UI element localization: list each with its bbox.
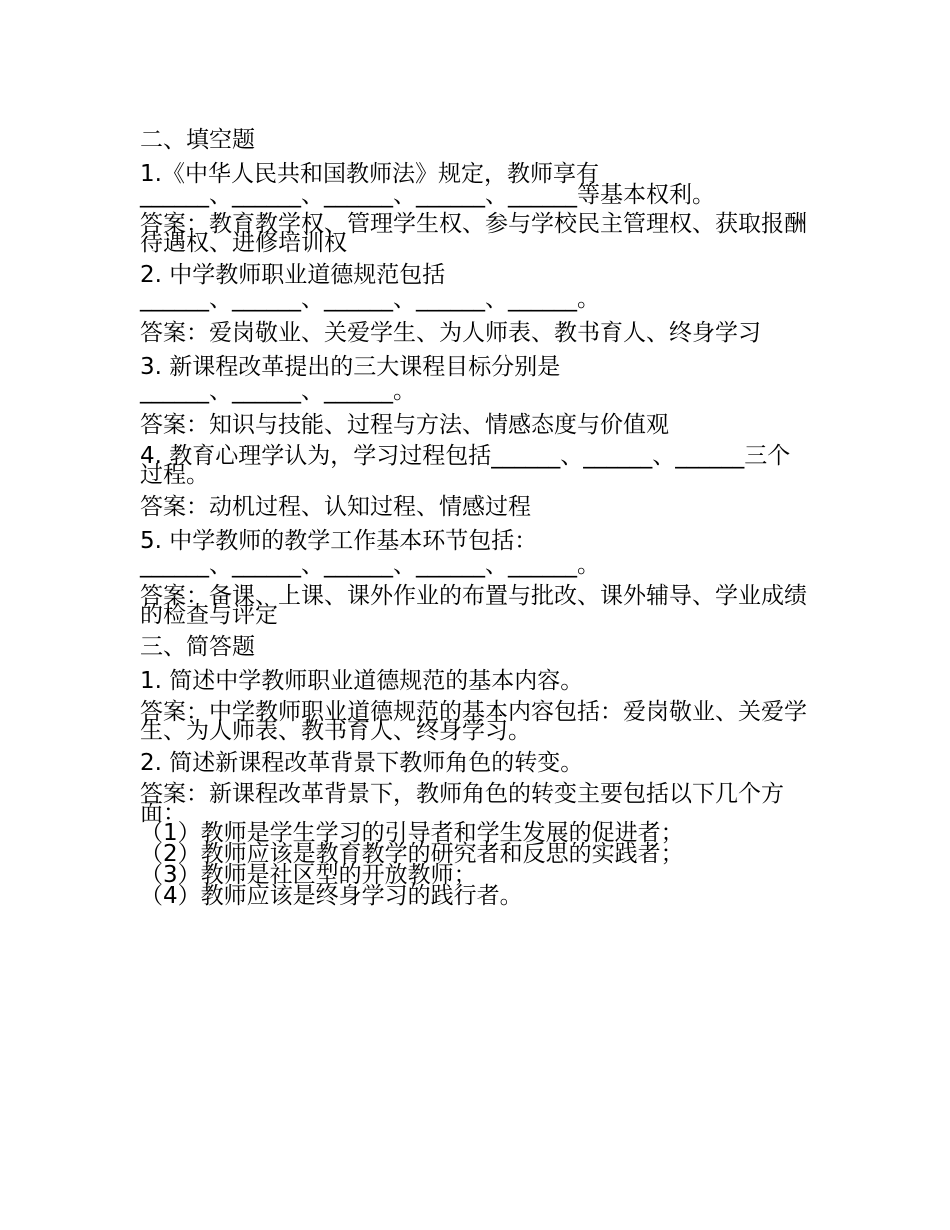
answer-text: 答案：备课、上课、课外作业的布置与批改、课外辅导、学业成绩的检查与评定 [140,583,807,628]
question-text: 2. 中学教师职业道德规范包括 [140,262,446,288]
question-text: 1.《中华人民共和国教师法》规定，教师享有 [140,161,599,187]
question-text: 1. 简述中学教师职业道德规范的基本内容。 [140,668,584,694]
answer-point: （2）教师应该是教育教学的研究者和反思的实践者； [140,841,684,867]
question-blanks: ______、______、______、______、______。 [140,286,600,312]
answer-text: 答案：爱岗敬业、关爱学生、为人师表、教书育人、终身学习 [140,320,761,346]
question-text: 3. 新课程改革提出的三大课程目标分别是 [140,354,561,380]
answer-intro: 答案：新课程改革背景下，教师角色的转变主要包括以下几个方面： [140,781,784,826]
section-title-short-answer: 三、简答题 [140,634,255,660]
answer-text: 答案：动机过程、认知过程、情感过程 [140,494,531,520]
question-3 [140,355,812,437]
short-answer-question-1 [140,668,812,744]
answer-point: （4）教师应该是终身学习的践行者。 [140,883,523,909]
short-answer-question-2 [140,751,812,907]
question-blanks: ______、______、______、______、______等基本权利。 [140,182,715,208]
question-5 [140,528,812,628]
answer-points [140,820,812,909]
answer-text: 答案：中学教师职业道德规范的基本内容包括：爱岗敬业、关爱学生、为人师表、教书育人、终身学习。 [140,699,807,744]
question-blanks: ______、______、______、______、______。 [140,552,600,578]
question-text: 2. 简述新课程改革背景下教师角色的转变。 [140,750,584,776]
question-4 [140,443,812,520]
section-title-fill-in: 二、填空题 [140,127,255,153]
question-2 [140,263,812,345]
document-page [140,128,812,907]
answer-point: （3）教师是社区型的开放教师； [140,862,477,888]
question-text: 5. 中学教师的教学工作基本环节包括： [140,528,538,554]
answer-point: （1）教师是学生学习的引导者和学生发展的促进者； [140,820,684,846]
answer-text: 答案：教育教学权、管理学生权、参与学校民主管理权、获取报酬待遇权、进修培训权 [140,211,807,256]
question-text: 4. 教育心理学认为，学习过程包括______、______、______三个过程。 [140,443,791,488]
question-blanks: ______、______、______。 [140,378,416,404]
question-1 [140,161,812,256]
answer-text: 答案：知识与技能、过程与方法、情感态度与价值观 [140,412,669,438]
